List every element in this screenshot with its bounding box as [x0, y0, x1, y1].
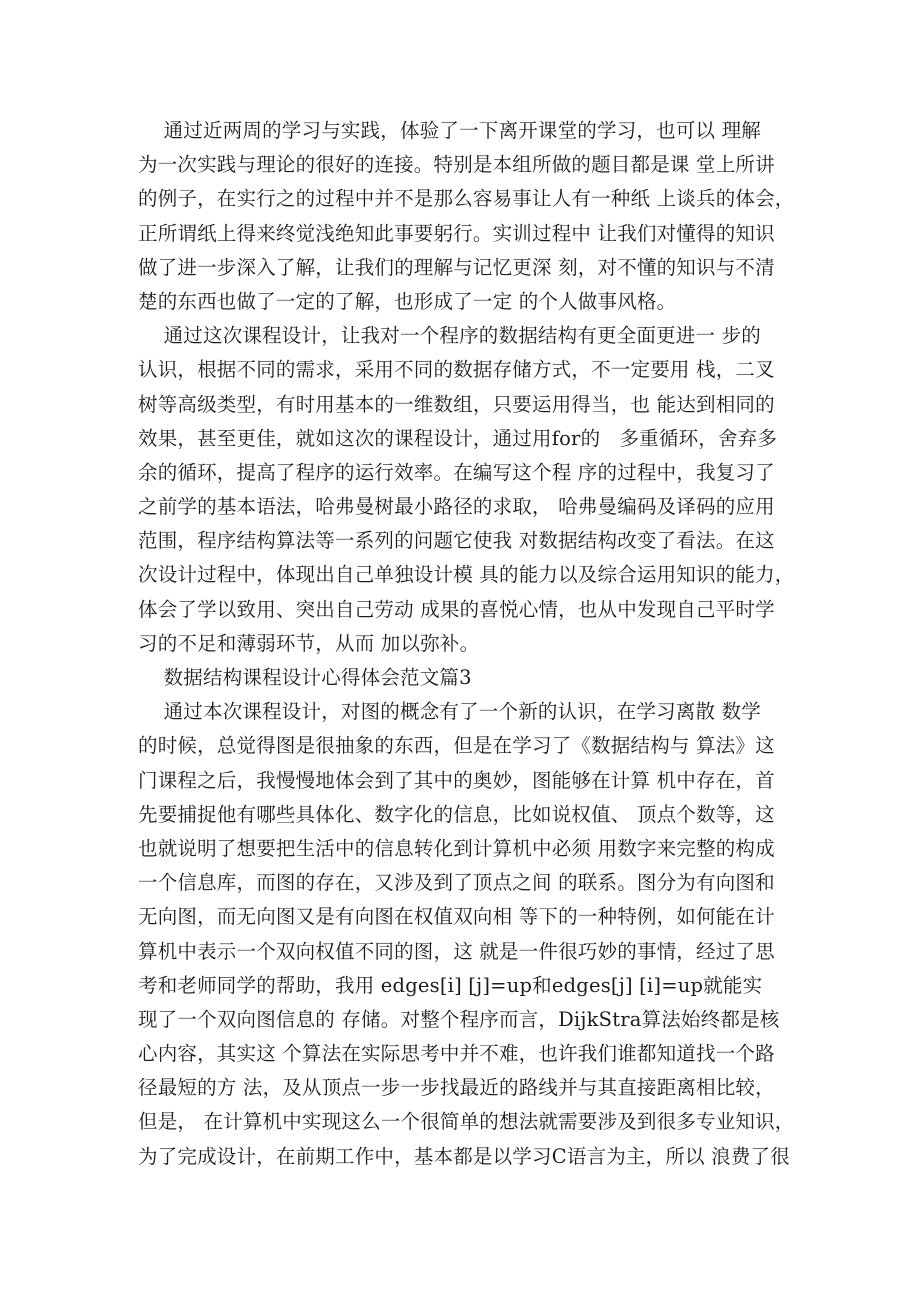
text-line: 现了一个双向图信息的 存储。对整个程序而言，DijkStra算法始终都是核 [138, 1007, 780, 1031]
text-line: 一个信息库，而图的存在，又涉及到了顶点之间 的联系。图分为有向图和 [138, 871, 775, 895]
text-line: 正所谓纸上得来终觉浅绝知此事要躬行。实训过程中 让我们对懂得的知识 [138, 221, 775, 245]
text-line: 考和老师同学的帮助，我用 edges[i] [j]=up和edges[j] [i]=up就能实 [138, 973, 763, 997]
text-line: 门课程之后，我慢慢地体会到了其中的奥妙，图能够在计算 机中存在，首 [138, 768, 775, 792]
text-line: 认识，根据不同的需求，采用不同的数据存储方式，不一定要用 栈，二叉 [138, 358, 775, 382]
text-line: 心内容，其实这 个算法在实际思考中并不难，也许我们谁都知道找一个路 [138, 1042, 775, 1066]
text-line: 之前学的基本语法，哈弗曼树最小路径的求取， 哈弗曼编码及译码的应用 [138, 495, 775, 519]
text-line: 习的不足和薄弱环节，从而 加以弥补。 [138, 631, 480, 655]
text-line: 为一次实践与理论的很好的连接。特别是本组所做的题目都是课 堂上所讲 [138, 153, 775, 177]
text-line: 范围，程序结构算法等一系列的问题它使我 对数据结构改变了看法。在这 [138, 529, 775, 553]
text-line: 为了完成设计，在前期工作中，基本都是以学习C语言为主，所以 浪费了很 [138, 1144, 790, 1168]
text-line: 楚的东西也做了一定的了解，也形成了一定 的个人做事风格。 [138, 289, 677, 313]
text-line: 的时候，总觉得图是很抽象的东西，但是在学习了《数据结构与 算法》这 [138, 734, 775, 758]
text-line: 径最短的方 法，及从顶点一步一步找最近的路线并与其直接距离相比较， [138, 1076, 775, 1100]
text-line: 余的循环，提高了程序的运行效率。在编写这个程 序的过程中，我复习了 [138, 460, 775, 484]
text-line: 先要捕捉他有哪些具体化、数字化的信息，比如说权值、 顶点个数等，这 [138, 802, 775, 826]
text-line: 效果，甚至更佳，就如这次的课程设计，通过用for的 多重循环，舍弃多 [138, 426, 778, 450]
section-heading: 数据结构课程设计心得体会范文篇3 [138, 666, 472, 689]
text-line: 树等高级类型，有时用基本的一维数组，只要运用得当，也 能达到相同的 [138, 392, 775, 416]
text-line: 但是， 在计算机中实现这么一个很简单的想法就需要涉及到很多专业知识， [138, 1110, 795, 1134]
text-line: 次设计过程中，体现出自己单独设计模 具的能力以及综合运用知识的能力， [138, 563, 795, 587]
text-line: 的例子，在实行之的过程中并不是那么容易事让人有一种纸 上谈兵的体会， [138, 187, 795, 211]
body-text [138, 114, 798, 1174]
text-line: 体会了学以致用、突出自己劳动 成果的喜悦心情，也从中发现自己平时学 [138, 597, 775, 621]
text-line: 通过这次课程设计，让我对一个程序的数据结构有更全面更进一 步的 [138, 324, 761, 348]
text-line: 算机中表示一个双向权值不同的图，这 就是一件很巧妙的事情，经过了思 [138, 939, 775, 963]
text-line: 做了进一步深入了解，让我们的理解与记忆更深 刻，对不懂的知识与不清 [138, 255, 775, 279]
text-line: 无向图，而无向图又是有向图在权值双向相 等下的一种特例，如何能在计 [138, 905, 775, 929]
text-line: 通过近两周的学习与实践，体验了一下离开课堂的学习，也可以 理解 [138, 119, 761, 142]
text-line: 也就说明了想要把生活中的信息转化到计算机中必须 用数字来完整的构成 [138, 836, 775, 860]
text-line: 通过本次课程设计，对图的概念有了一个新的认识，在学习离散 数学 [138, 700, 761, 724]
